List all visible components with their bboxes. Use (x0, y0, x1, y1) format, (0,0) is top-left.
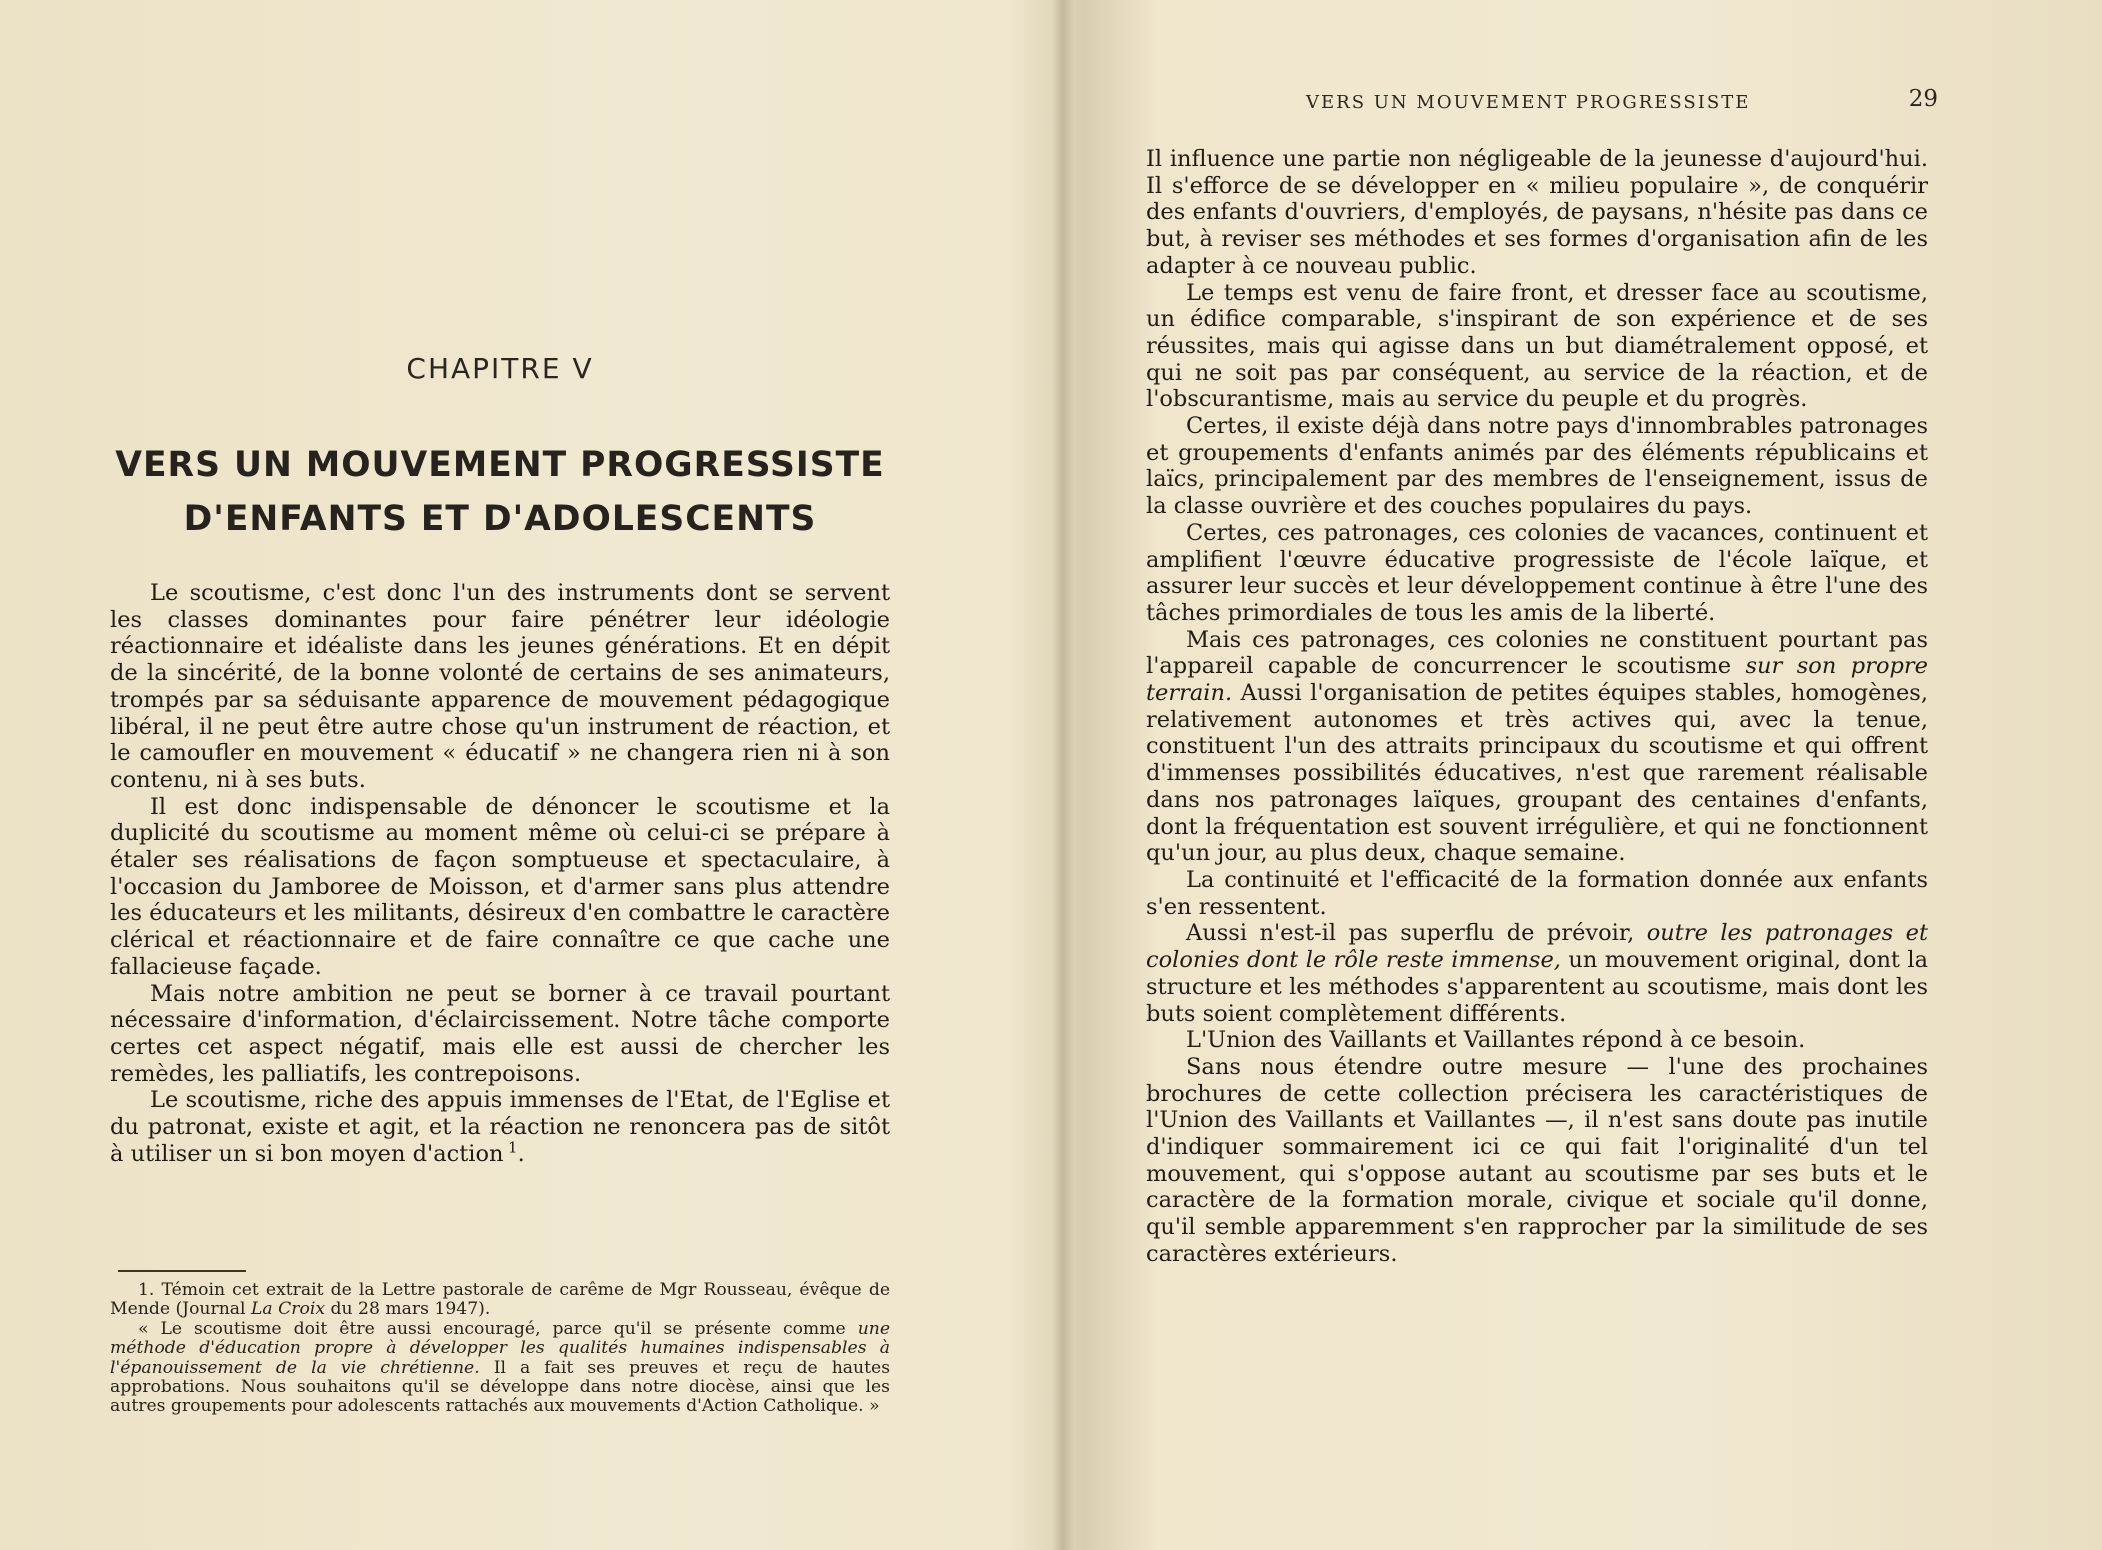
footnote-italic: La Croix (250, 1299, 326, 1320)
page-number: 29 (1908, 86, 1938, 112)
paragraph: Le scoutisme, c'est donc l'un des instruments dont se servent les classes dominantes pour faire pénétrer leur idéologie réactionnaire et idéaliste dans les jeunes générations. Et en dépit de la sincérité, de la bonne volonté de certains de ses animateurs, trompés par sa séduisante apparence de mouvement pédagogique libéral, il ne peut être autre chose qu'un instrument de réaction, et le camoufler en mouvement « éducatif » ne changera rien ni à son contenu, ni à ses buts. (110, 580, 890, 793)
paragraph-text: Aussi n'est-il pas superflu de prévoir, (1186, 920, 1647, 947)
paragraph-text: Mais ces patronages, ces colonies ne constituent pourtant pas l'appareil capable de concurrencer le scoutisme (1146, 626, 1928, 680)
paragraph-text: un mouvement original, dont la structure et les méthodes s'apparentent au scoutisme, mais dont les buts soient complètement différents. (1146, 947, 1928, 1027)
paragraph: La continuité et l'efficacité de la formation donnée aux enfants s'en ressentent. (1146, 866, 1928, 920)
paragraph: Certes, ces patronages, ces colonies de vacances, continuent et amplifient l'œuvre éducative progressiste de l'école laïque, et assurer leur succès et leur développement continue à être l'une des tâches primordiales de tous les amis de la liberté. (1146, 519, 1928, 626)
footnote-text: Il a fait ses preuves et reçu de hautes approbations. Nous souhaitons qu'il se développe dans notre diocèse, ainsi que les autres groupements pour adolescents rattachés aux mouvements d'Action Catholique. » (110, 1357, 891, 1417)
paragraph: Sans nous étendre outre mesure — l'une des prochaines brochures de cette collection précisera les caractéristiques de l'Union des Vaillants et Vaillantes —, il n'est sans doute pas inutile d'indiquer sommairement ici ce qui fait l'originalité d'un tel mouvement, qui s'oppose autant au scoutisme par ses buts et le caractère de la formation morale, civique et sociale qu'il donne, qu'il semble apparemment s'en rapprocher par la similitude de ses caractères extérieurs. (1146, 1053, 1928, 1267)
running-head: VERS UN MOUVEMENT PROGRESSISTE (1306, 92, 1751, 113)
paragraph: Mais notre ambition ne peut se borner à ce travail pourtant nécessaire d'information, d'éclaircissement. Notre tâche comporte certes cet aspect négatif, mais elle est aussi de chercher les remèdes, les palliatifs, les contrepoisons. (110, 980, 890, 1087)
paragraph: Le scoutisme, riche des appuis immenses de l'Etat, de l'Eglise et du patronat, existe et agit, et la réaction ne renoncera pas de sitôt à utiliser un si bon moyen d'action $^1$. (110, 1087, 890, 1167)
right-body-text (1146, 146, 1928, 1268)
paragraph (1146, 627, 1928, 867)
left-body-text (110, 580, 890, 1167)
footnote-text: du 28 mars 1947). (325, 1299, 491, 1320)
paragraph (1146, 920, 1928, 1027)
chapter-title-line-2: D'ENFANTS ET D'ADOLESCENTS (183, 499, 817, 539)
footnote-text: « Le scoutisme doit être aussi encouragé, parce qu'il se présente comme (138, 1318, 858, 1339)
footnotes (110, 1281, 890, 1417)
chapter-title (100, 438, 900, 546)
chapter-label: CHAPITRE V (406, 352, 594, 385)
footnote-reference: 1 (508, 1138, 518, 1157)
paragraph-italic: sur son propre terrain. (1146, 653, 1928, 707)
footnote-marker: 1. (138, 1280, 155, 1300)
chapter-title-line-1: VERS UN MOUVEMENT PROGRESSISTE (115, 445, 885, 485)
paragraph: Le temps est venu de faire front, et dresser face au scoutisme, un édifice comparable, s'inspirant de son expérience et de ses réussites, mais qui agisse dans un but diamétralement opposé, et qui ne soit pas par conséquent, au service de la réaction, et de l'obscurantisme, mais au service du peuple et du progrès. (1146, 279, 1928, 413)
paragraph: Certes, il existe déjà dans notre pays d'innombrables patronages et groupements d'enfants animés par des éléments républicains et laïcs, principalement par des membres de l'enseignement, issus de la classe ouvrière et des couches populaires du pays. (1146, 413, 1928, 520)
paragraph: L'Union des Vaillants et Vaillantes répond à ce besoin. (1186, 1027, 1806, 1054)
paragraph-italic: outre les patronages et colonies dont le rôle reste immense, (1146, 920, 1928, 974)
footnote (110, 1281, 890, 1320)
footnote-quote (110, 1320, 890, 1417)
paragraph: Il est donc indispensable de dénoncer le scoutisme et la duplicité du scoutisme au moment même où celui-ci se prépare à étaler ses réalisations de façon somptueuse et spectaculaire, à l'occasion du Jamboree de Moisson, et d'armer sans plus attendre les éducateurs et les militants, désireux d'en combattre le caractère clérical et réactionnaire et de faire connaître ce que cache une fallacieuse façade. (110, 793, 890, 980)
paragraph-text: Le scoutisme, riche des appuis immenses de l'Etat, de l'Eglise et du patronat, existe et agit, et la réaction ne renoncera pas de sitôt à utiliser un si bon moyen d'action (110, 1087, 890, 1167)
footnote-italic: une méthode d'éducation propre à développer les qualités humaines indispensables à l'épanouissement de la vie chrétienne. (110, 1318, 890, 1378)
paragraph: Il influence une partie non négligeable de la jeunesse d'aujourd'hui. Il s'efforce de se développer en « milieu populaire », de conquérir des enfants d'ouvriers, d'employés, de paysans, n'hésite pas dans ce but, à reviser ses méthodes et ses formes d'organisation afin de les adapter à ce nouveau public. (1146, 146, 1928, 279)
footnote-rule (118, 1270, 246, 1272)
paragraph-text: Aussi l'organisation de petites équipes stables, homogènes, relativement autonomes et très actives qui, avec la tenue, constituent l'un des attraits principaux du scoutisme et qui offrent d'immenses possibilités éducatives, n'est que rarement réalisable dans nos patronages laïques, groupant des centaines d'enfants, dont la fréquentation est souvent irrégulière, et qui ne fonctionnent qu'un jour, au plus deux, chaque semaine. (1146, 680, 1928, 867)
footnote-text: Témoin cet extrait de la Lettre pastorale de carême de Mgr Rousseau, évêque de Mende (Journal (110, 1280, 890, 1320)
book-gutter (1052, 0, 1074, 1550)
